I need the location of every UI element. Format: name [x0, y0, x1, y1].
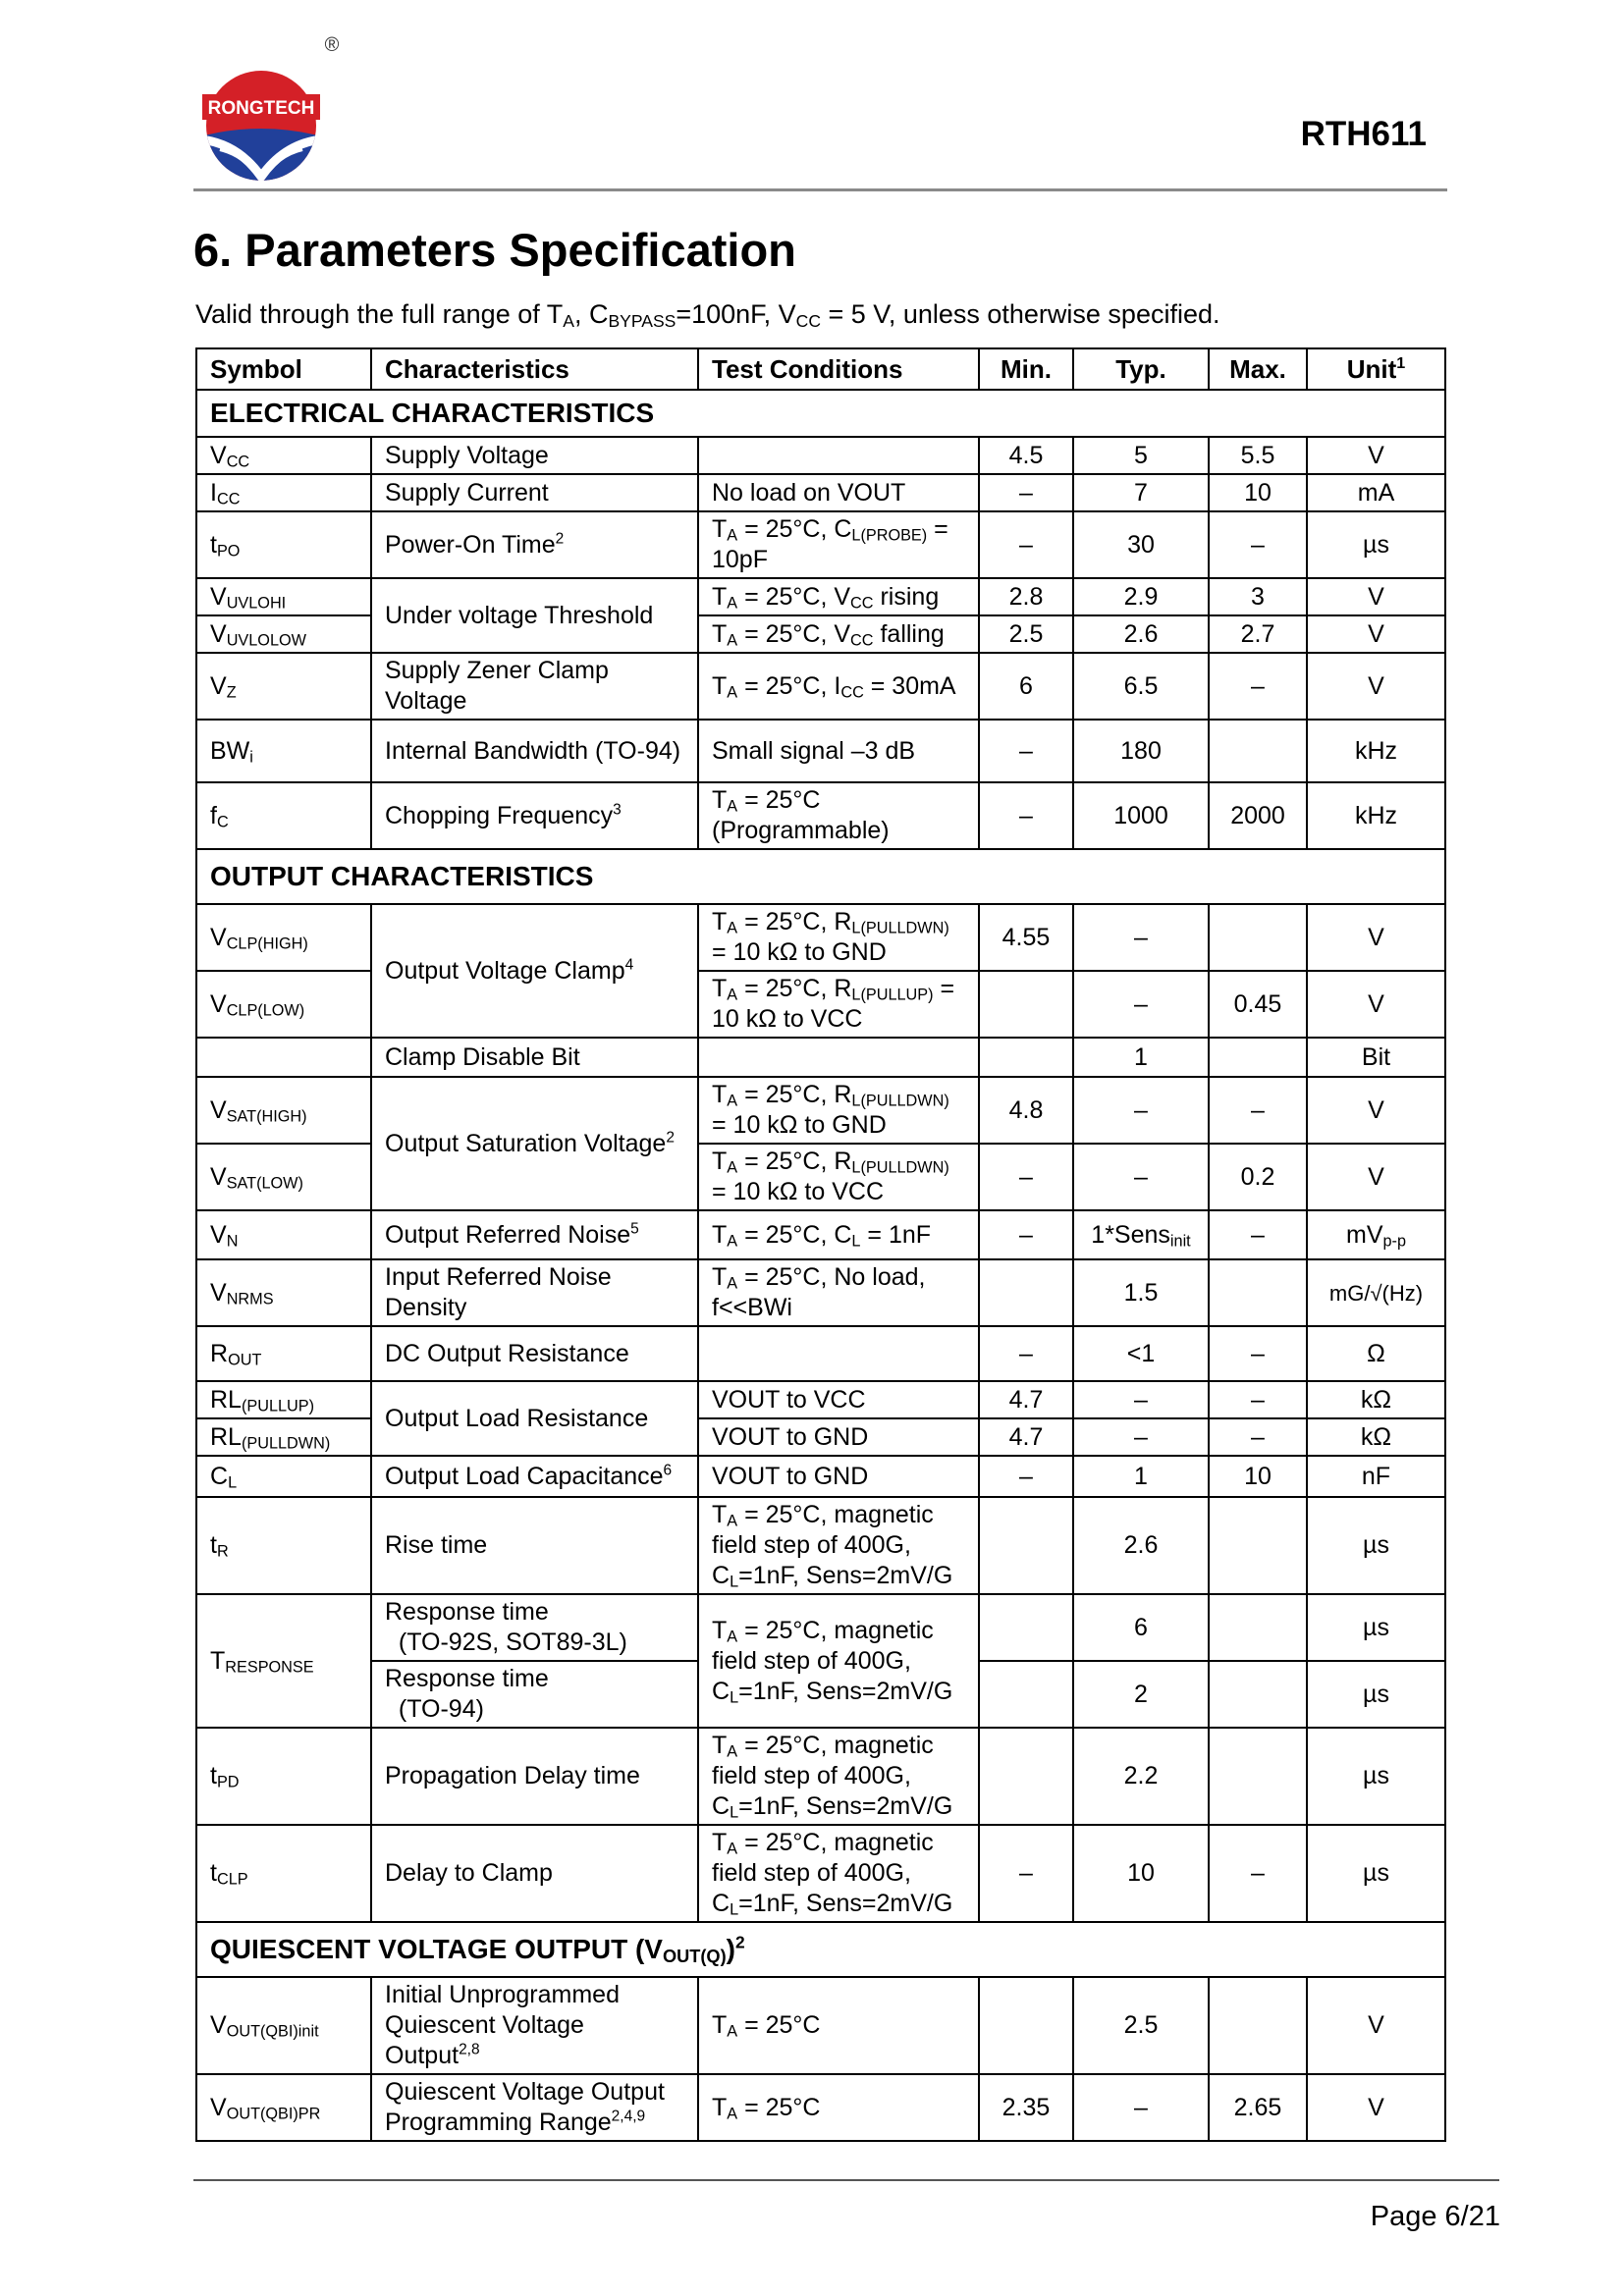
table-cell [979, 1497, 1073, 1594]
table-cell [698, 437, 979, 474]
table-cell: 2 [1073, 1661, 1209, 1728]
table-cell: Small signal –3 dB [698, 720, 979, 782]
table-cell: – [979, 1210, 1073, 1259]
section-row [196, 1922, 1445, 1977]
table-cell: $T_A = 25^\circ C$, $V_{CC}$ falling [698, 615, 979, 653]
table-cell [1209, 1497, 1307, 1594]
table-cell: $T_{RESPONSE}$ [196, 1594, 371, 1728]
table-cell: kHz [1307, 782, 1445, 849]
parameters-table [195, 347, 1446, 2142]
table-cell: Output Voltage Clamp$^4$ [371, 904, 698, 1038]
table-cell: – [1073, 1418, 1209, 1456]
table-cell: V [1307, 904, 1445, 971]
section-title: 6. Parameters Specification [193, 224, 796, 276]
table-cell [1209, 1661, 1307, 1728]
table-cell [698, 1038, 979, 1077]
table-cell: V [1307, 971, 1445, 1038]
table-cell: Internal Bandwidth (TO-94) [371, 720, 698, 782]
table-cell: Output Saturation Voltage$^2$ [371, 1077, 698, 1210]
table-row [196, 653, 1445, 720]
table-row [196, 511, 1445, 578]
page-number: Page 6/21 [1370, 2201, 1500, 2232]
table-cell: $C_L$ [196, 1456, 371, 1497]
table-row [196, 1456, 1445, 1497]
table-cell: – [1073, 904, 1209, 971]
table-row [196, 1210, 1445, 1259]
table-cell: µs [1307, 1594, 1445, 1661]
table-cell: Delay to Clamp [371, 1825, 698, 1922]
table-cell: – [979, 511, 1073, 578]
table-cell: $V_{NRMS}$ [196, 1259, 371, 1326]
table-cell: Supply Current [371, 474, 698, 511]
table-cell: $T_A = 25^\circ C$, magnetic field step of 400G, $C_L=1nF$, Sens=2mV/G [698, 1825, 979, 1922]
table-cell: $f_C$ [196, 782, 371, 849]
table-cell: 1 [1073, 1456, 1209, 1497]
column-header: Characteristics [371, 348, 698, 390]
table-cell: $t_{PD}$ [196, 1728, 371, 1825]
table-header-row [196, 348, 1445, 390]
table-cell: V [1307, 1077, 1445, 1144]
table-row [196, 1977, 1445, 2074]
table-cell: 2.5 [1073, 1977, 1209, 2074]
table-cell: V [1307, 578, 1445, 615]
table-cell [196, 1038, 371, 1077]
table-cell: <1 [1073, 1326, 1209, 1381]
section-row [196, 849, 1445, 904]
table-cell: 5 [1073, 437, 1209, 474]
table-cell: $V_{SAT(LOW)}$ [196, 1144, 371, 1210]
table-cell: 2.7 [1209, 615, 1307, 653]
table-cell: nF [1307, 1456, 1445, 1497]
table-cell: V [1307, 1977, 1445, 2074]
table-cell [1209, 720, 1307, 782]
table-cell: $BW_i$ [196, 720, 371, 782]
table-cell: Initial Unprogrammed Quiescent Voltage Output$^{2,8}$ [371, 1977, 698, 2074]
table-cell: 6 [979, 653, 1073, 720]
column-header: Symbol [196, 348, 371, 390]
table-cell: 2.2 [1073, 1728, 1209, 1825]
table-cell: 2.5 [979, 615, 1073, 653]
table-cell: 4.5 [979, 437, 1073, 474]
table-row [196, 2074, 1445, 2141]
table-cell: $T_A = 25^\circ C$, magnetic field step of 400G, $C_L=1nF$, Sens=2mV/G [698, 1594, 979, 1728]
table-cell: – [1209, 1825, 1307, 1922]
table-cell: – [1209, 1381, 1307, 1418]
table-cell: – [979, 474, 1073, 511]
logo-brand-text: RONGTECH [207, 98, 315, 119]
table-cell: $V_{SAT(HIGH)}$ [196, 1077, 371, 1144]
table-cell [1209, 904, 1307, 971]
table-cell: 4.8 [979, 1077, 1073, 1144]
table-cell: $V_{CLP(HIGH)}$ [196, 904, 371, 971]
table-cell: kΩ [1307, 1418, 1445, 1456]
table-cell: Output Referred Noise$^5$ [371, 1210, 698, 1259]
document-id: RTH611 [1300, 115, 1427, 153]
table-row [196, 1259, 1445, 1326]
table-cell: $T_A = 25^\circ C$, $R_{L(PULLDWN)} = 10$ kΩ to VCC [698, 1144, 979, 1210]
column-header: Min. [979, 348, 1073, 390]
table-cell: µs [1307, 1497, 1445, 1594]
table-cell: Input Referred Noise Density [371, 1259, 698, 1326]
table-cell: kΩ [1307, 1381, 1445, 1418]
table-cell: $T_A = 25^\circ C$, $V_{CC}$ rising [698, 578, 979, 615]
table-cell: $T_A = 25^\circ C$ [698, 2074, 979, 2141]
table-cell: mG/√(Hz) [1307, 1259, 1445, 1326]
table-cell: 2000 [1209, 782, 1307, 849]
table-cell: – [979, 1326, 1073, 1381]
table-cell: – [1073, 1144, 1209, 1210]
table-cell: 10 [1209, 1456, 1307, 1497]
table-cell: VOUT to VCC [698, 1381, 979, 1418]
table-cell: 5.5 [1209, 437, 1307, 474]
table-cell [1209, 1977, 1307, 2074]
table-cell: 6.5 [1073, 653, 1209, 720]
table-row [196, 720, 1445, 782]
table-cell: V [1307, 2074, 1445, 2141]
table-body [196, 390, 1445, 2141]
table-row [196, 1497, 1445, 1594]
table-cell: $V_{OUT(QBI)init}$ [196, 1977, 371, 2074]
table-cell [1209, 1594, 1307, 1661]
table-cell: V [1307, 653, 1445, 720]
table-cell [979, 1038, 1073, 1077]
table-cell: – [979, 1825, 1073, 1922]
table-cell: 10 [1073, 1825, 1209, 1922]
table-cell: Output Load Capacitance$^6$ [371, 1456, 698, 1497]
table-cell: 1 [1073, 1038, 1209, 1077]
table-row [196, 578, 1445, 615]
table-cell: $T_A = 25^\circ C$, $R_{L(PULLDWN)} = 10$ kΩ to GND [698, 904, 979, 971]
table-cell: µs [1307, 1825, 1445, 1922]
table-cell: Response time (TO-92S, SOT89-3L) [371, 1594, 698, 1661]
table-cell: $V_{UVLOLOW}$ [196, 615, 371, 653]
table-cell: 2.65 [1209, 2074, 1307, 2141]
table-cell: $T_A = 25^\circ C$, magnetic field step of 400G, $C_L=1nF$, Sens=2mV/G [698, 1497, 979, 1594]
table-cell [979, 1977, 1073, 2074]
table-cell: No load on VOUT [698, 474, 979, 511]
table-cell: Supply Zener Clamp Voltage [371, 653, 698, 720]
table-cell [979, 1594, 1073, 1661]
table-cell: $V_{OUT(QBI)PR}$ [196, 2074, 371, 2141]
table-cell: – [979, 782, 1073, 849]
rongtech-logo [187, 27, 344, 185]
table-cell: $T_A = 25^\circ C$, No load, f<<BWi [698, 1259, 979, 1326]
section-heading: ELECTRICAL CHARACTERISTICS [196, 390, 1445, 437]
table-cell: 1.5 [1073, 1259, 1209, 1326]
table-cell: $V_N$ [196, 1210, 371, 1259]
table-cell: $I_{CC}$ [196, 474, 371, 511]
table-cell: $V_{UVLOHI}$ [196, 578, 371, 615]
table-cell: $T_A = 25^\circ C$, $R_{L(PULLDWN)} = 10$ kΩ to GND [698, 1077, 979, 1144]
table-cell: V [1307, 615, 1445, 653]
table-row [196, 437, 1445, 474]
section-row [196, 390, 1445, 437]
table-cell: kHz [1307, 720, 1445, 782]
table-cell: VOUT to GND [698, 1456, 979, 1497]
section-heading: OUTPUT CHARACTERISTICS [196, 849, 1445, 904]
table-cell: Propagation Delay time [371, 1728, 698, 1825]
table-cell: – [979, 1144, 1073, 1210]
table-cell: V [1307, 1144, 1445, 1210]
table-row [196, 1728, 1445, 1825]
table-cell: 2.9 [1073, 578, 1209, 615]
table-cell: – [1073, 1381, 1209, 1418]
table-cell: 4.55 [979, 904, 1073, 971]
table-cell: 0.45 [1209, 971, 1307, 1038]
table-cell: Rise time [371, 1497, 698, 1594]
table-cell: 6 [1073, 1594, 1209, 1661]
table-cell: µs [1307, 511, 1445, 578]
footer-divider [193, 2179, 1499, 2181]
table-cell: 2.6 [1073, 1497, 1209, 1594]
table-cell: – [1209, 1326, 1307, 1381]
table-row [196, 782, 1445, 849]
table-cell: $V_{CLP(LOW)}$ [196, 971, 371, 1038]
table-cell: $T_A = 25^\circ C$ [698, 1977, 979, 2074]
table-cell: Clamp Disable Bit [371, 1038, 698, 1077]
table-row [196, 1825, 1445, 1922]
table-cell: $T_A = 25^\circ C$ (Programmable) [698, 782, 979, 849]
table-cell: $t_R$ [196, 1497, 371, 1594]
table-row [196, 1326, 1445, 1381]
table-cell: Bit [1307, 1038, 1445, 1077]
table-cell: Under voltage Threshold [371, 578, 698, 653]
section-heading: QUIESCENT VOLTAGE OUTPUT $(V_{OUT(Q)})^2$ [196, 1922, 1445, 1977]
table-cell [979, 971, 1073, 1038]
table-cell: mA [1307, 474, 1445, 511]
table-cell: 1000 [1073, 782, 1209, 849]
table-cell: $mV_{p-p}$ [1307, 1210, 1445, 1259]
table-cell: 180 [1073, 720, 1209, 782]
table-cell: – [1073, 2074, 1209, 2141]
table-cell [979, 1661, 1073, 1728]
table-cell: $T_A = 25^\circ C$, $I_{CC} = 30mA$ [698, 653, 979, 720]
table-cell [1209, 1259, 1307, 1326]
header-divider [193, 188, 1447, 191]
table-cell: $T_A = 25^\circ C$, $R_{L(PULLUP)} = 10$ kΩ to VCC [698, 971, 979, 1038]
table-cell: – [1209, 1210, 1307, 1259]
table-cell [1209, 1728, 1307, 1825]
table-cell: 1*Sens$_{init}$ [1073, 1210, 1209, 1259]
table-cell: VOUT to GND [698, 1418, 979, 1456]
table-cell: 3 [1209, 578, 1307, 615]
table-cell: Supply Voltage [371, 437, 698, 474]
table-cell [698, 1326, 979, 1381]
table-cell: $V_Z$ [196, 653, 371, 720]
table-row [196, 1594, 1445, 1661]
intro-text: Valid through the full range of $T_A$, $C_{BYPASS}=100nF$, $V_{CC} = 5$ V, unless otherwise specified. [195, 299, 1220, 331]
table-cell: – [1209, 1418, 1307, 1456]
table-cell: Power-On Time$^2$ [371, 511, 698, 578]
table-cell: – [979, 1456, 1073, 1497]
table-cell: – [979, 720, 1073, 782]
table-cell: – [1209, 1077, 1307, 1144]
table-cell: $RL_{(PULLDWN)}$ [196, 1418, 371, 1456]
table-cell: 0.2 [1209, 1144, 1307, 1210]
table-cell: Chopping Frequency$^3$ [371, 782, 698, 849]
table-cell: 4.7 [979, 1418, 1073, 1456]
table-row [196, 474, 1445, 511]
table-cell: $t_{CLP}$ [196, 1825, 371, 1922]
table-cell: Output Load Resistance [371, 1381, 698, 1456]
table-cell: – [1073, 971, 1209, 1038]
column-header: Typ. [1073, 348, 1209, 390]
table-row [196, 1038, 1445, 1077]
table-cell: DC Output Resistance [371, 1326, 698, 1381]
table-cell: Ω [1307, 1326, 1445, 1381]
table-cell: $RL_{(PULLUP)}$ [196, 1381, 371, 1418]
table-cell: $T_A = 25^\circ C$, $C_{L(PROBE)} = 10pF$ [698, 511, 979, 578]
table-cell: $V_{CC}$ [196, 437, 371, 474]
column-header: Test Conditions [698, 348, 979, 390]
table-cell: V [1307, 437, 1445, 474]
table-cell: 2.35 [979, 2074, 1073, 2141]
table-cell: – [1209, 653, 1307, 720]
table-row [196, 1077, 1445, 1144]
table-cell: – [1073, 1077, 1209, 1144]
table-cell: 10 [1209, 474, 1307, 511]
table-cell: $T_A = 25^\circ C$, magnetic field step of 400G, $C_L=1nF$, Sens=2mV/G [698, 1728, 979, 1825]
registered-mark: ® [324, 34, 340, 56]
table-cell: 30 [1073, 511, 1209, 578]
table-cell: 4.7 [979, 1381, 1073, 1418]
table-cell: – [1209, 511, 1307, 578]
table-cell: 7 [1073, 474, 1209, 511]
table-cell: µs [1307, 1661, 1445, 1728]
table-cell: $T_A = 25^\circ C$, $C_L = 1nF$ [698, 1210, 979, 1259]
column-header: Unit$^1$ [1307, 348, 1445, 390]
table-cell: 2.8 [979, 578, 1073, 615]
column-header: Max. [1209, 348, 1307, 390]
table-row [196, 904, 1445, 971]
table-cell: $t_{PO}$ [196, 511, 371, 578]
table-row [196, 1381, 1445, 1418]
table-cell: Quiescent Voltage Output Programming Range$^{2,4,9}$ [371, 2074, 698, 2141]
table-cell [979, 1728, 1073, 1825]
table-cell [979, 1259, 1073, 1326]
table-cell [1209, 1038, 1307, 1077]
table-cell: Response time (TO-94) [371, 1661, 698, 1728]
table-cell: µs [1307, 1728, 1445, 1825]
table-cell: $R_{OUT}$ [196, 1326, 371, 1381]
table-cell: 2.6 [1073, 615, 1209, 653]
